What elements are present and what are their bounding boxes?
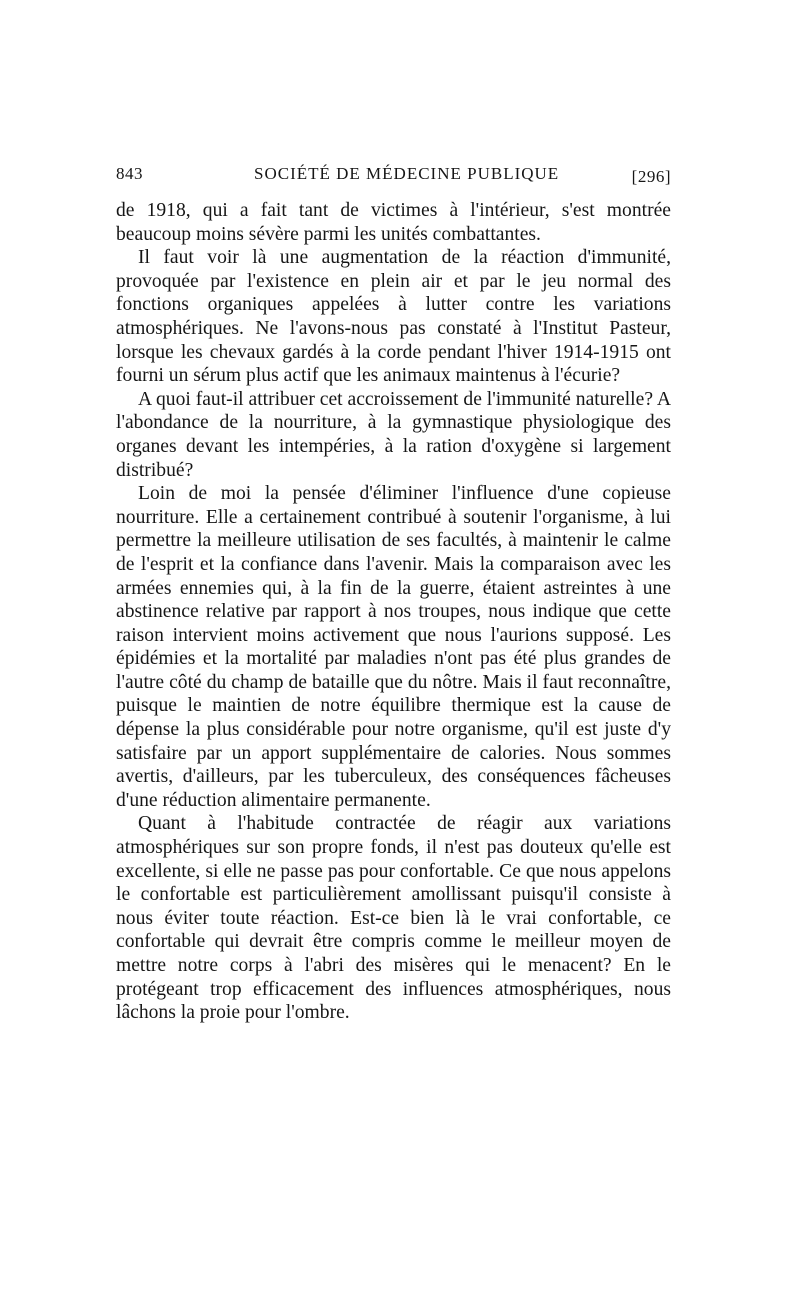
paragraph-question: A quoi faut-il attribuer cet accroissement de l'immunité naturelle? A l'abondance de la nourriture, à la gymnastique physiologique des organes devant les intempéries, à la ration d'oxygène si largement distribué? — [116, 388, 671, 481]
paragraph-comfort: Quant à l'habitude contractée de réagir aux variations atmosphériques sur son propre fonds, il n'est pas douteux qu'elle est excellente, si elle ne passe pas pour confortable. Ce que nous appelons le confortable est particulièrement amollissant puisqu'il consiste à nous éviter toute réaction. Est-ce bien là le vrai confortable, ce confortable qui devrait être compris comme le meilleur moyen de mettre notre corps à l'abri des misères qui le menacent? En le protégeant trop efficacement des influences atmosphériques, nous lâchons la proie pour l'ombre. — [116, 813, 671, 1024]
running-title: SOCIÉTÉ DE MÉDECINE PUBLIQUE — [254, 164, 560, 183]
paragraph-nourishment: Loin de moi la pensée d'éliminer l'influence d'une copieuse nourriture. Elle a certainement contribué à soutenir l'organisme, à lui permettre la meilleure utilisation de ses facultés, à maintenir le calme de l'esprit et la confiance dans l'avenir. Mais la comparaison avec les armées ennemies qui, à la fin de la guerre, étaient astreintes à une abstinence relative par rapport à nos troupes, nous indique que cette raison intervient moins activement que nous l'aurions supposé. Les épidémies et la mortalité par maladies n'ont pas été plus grandes de l'autre côté du champ de bataille que du nôtre. Mais il faut reconnaître, puisque le maintien de notre équilibre thermique est la cause de dépense la plus considérable pour notre organisme, qu'il est juste d'y satisfaire par un apport supplémentaire de calories. Nous sommes avertis, d'ailleurs, par les tuberculeux, des conséquences fâcheuses d'une réduction alimentaire permanente. — [116, 483, 671, 811]
bracket-page-ref: [296] — [631, 167, 671, 186]
book-page — [116, 164, 671, 1025]
page-number: 843 — [116, 164, 143, 183]
running-head — [116, 164, 671, 190]
body-text — [116, 199, 671, 1025]
paragraph-immunity: Il faut voir là une augmentation de la réaction d'immunité, provoquée par l'existence en plein air et par le jeu normal des fonctions organiques appelées à lutter contre les variations atmosphériques. Ne l'avons-nous pas constaté à l'Institut Pasteur, lorsque les chevaux gardés à la corde pendant l'hiver 1914-1915 ont fourni un sérum plus actif que les animaux maintenus à l'écurie? — [116, 247, 671, 387]
paragraph-continued: de 1918, qui a fait tant de victimes à l'intérieur, s'est montrée beaucoup moins sévère parmi les unités combattantes. — [116, 200, 671, 245]
